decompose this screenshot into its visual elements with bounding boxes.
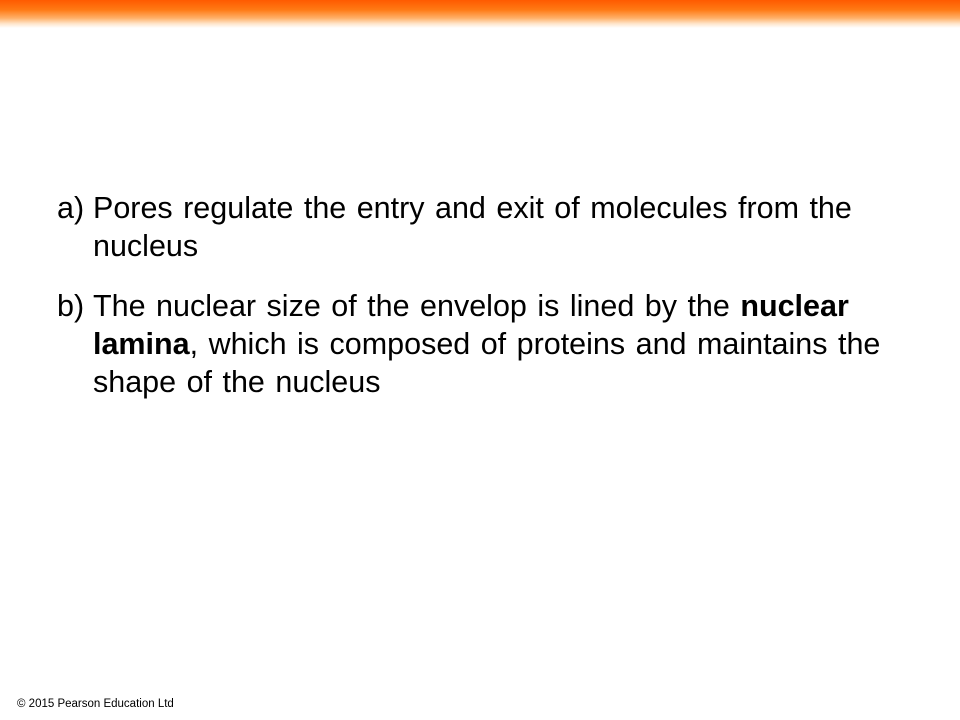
list-text-a: Pores regulate the entry and exit of molecules from the nucleus [93, 191, 852, 263]
top-accent-bar [0, 0, 960, 28]
copyright-footer: © 2015 Pearson Education Ltd [17, 698, 174, 710]
list-item-a [57, 189, 917, 265]
list-marker-b: b) [57, 289, 85, 323]
list-item-b [57, 287, 917, 401]
list-text-b-rest: , which is composed of proteins and maintains the shape of the nucleus [93, 327, 881, 399]
slide-body [57, 189, 917, 401]
list-marker-a: a) [57, 191, 85, 225]
list-text-b-intro: The nuclear size of the envelop is lined by the [93, 289, 741, 323]
list-text-b [93, 289, 880, 399]
key-term-nuclear-lamina: nuclear lamina [93, 289, 849, 361]
